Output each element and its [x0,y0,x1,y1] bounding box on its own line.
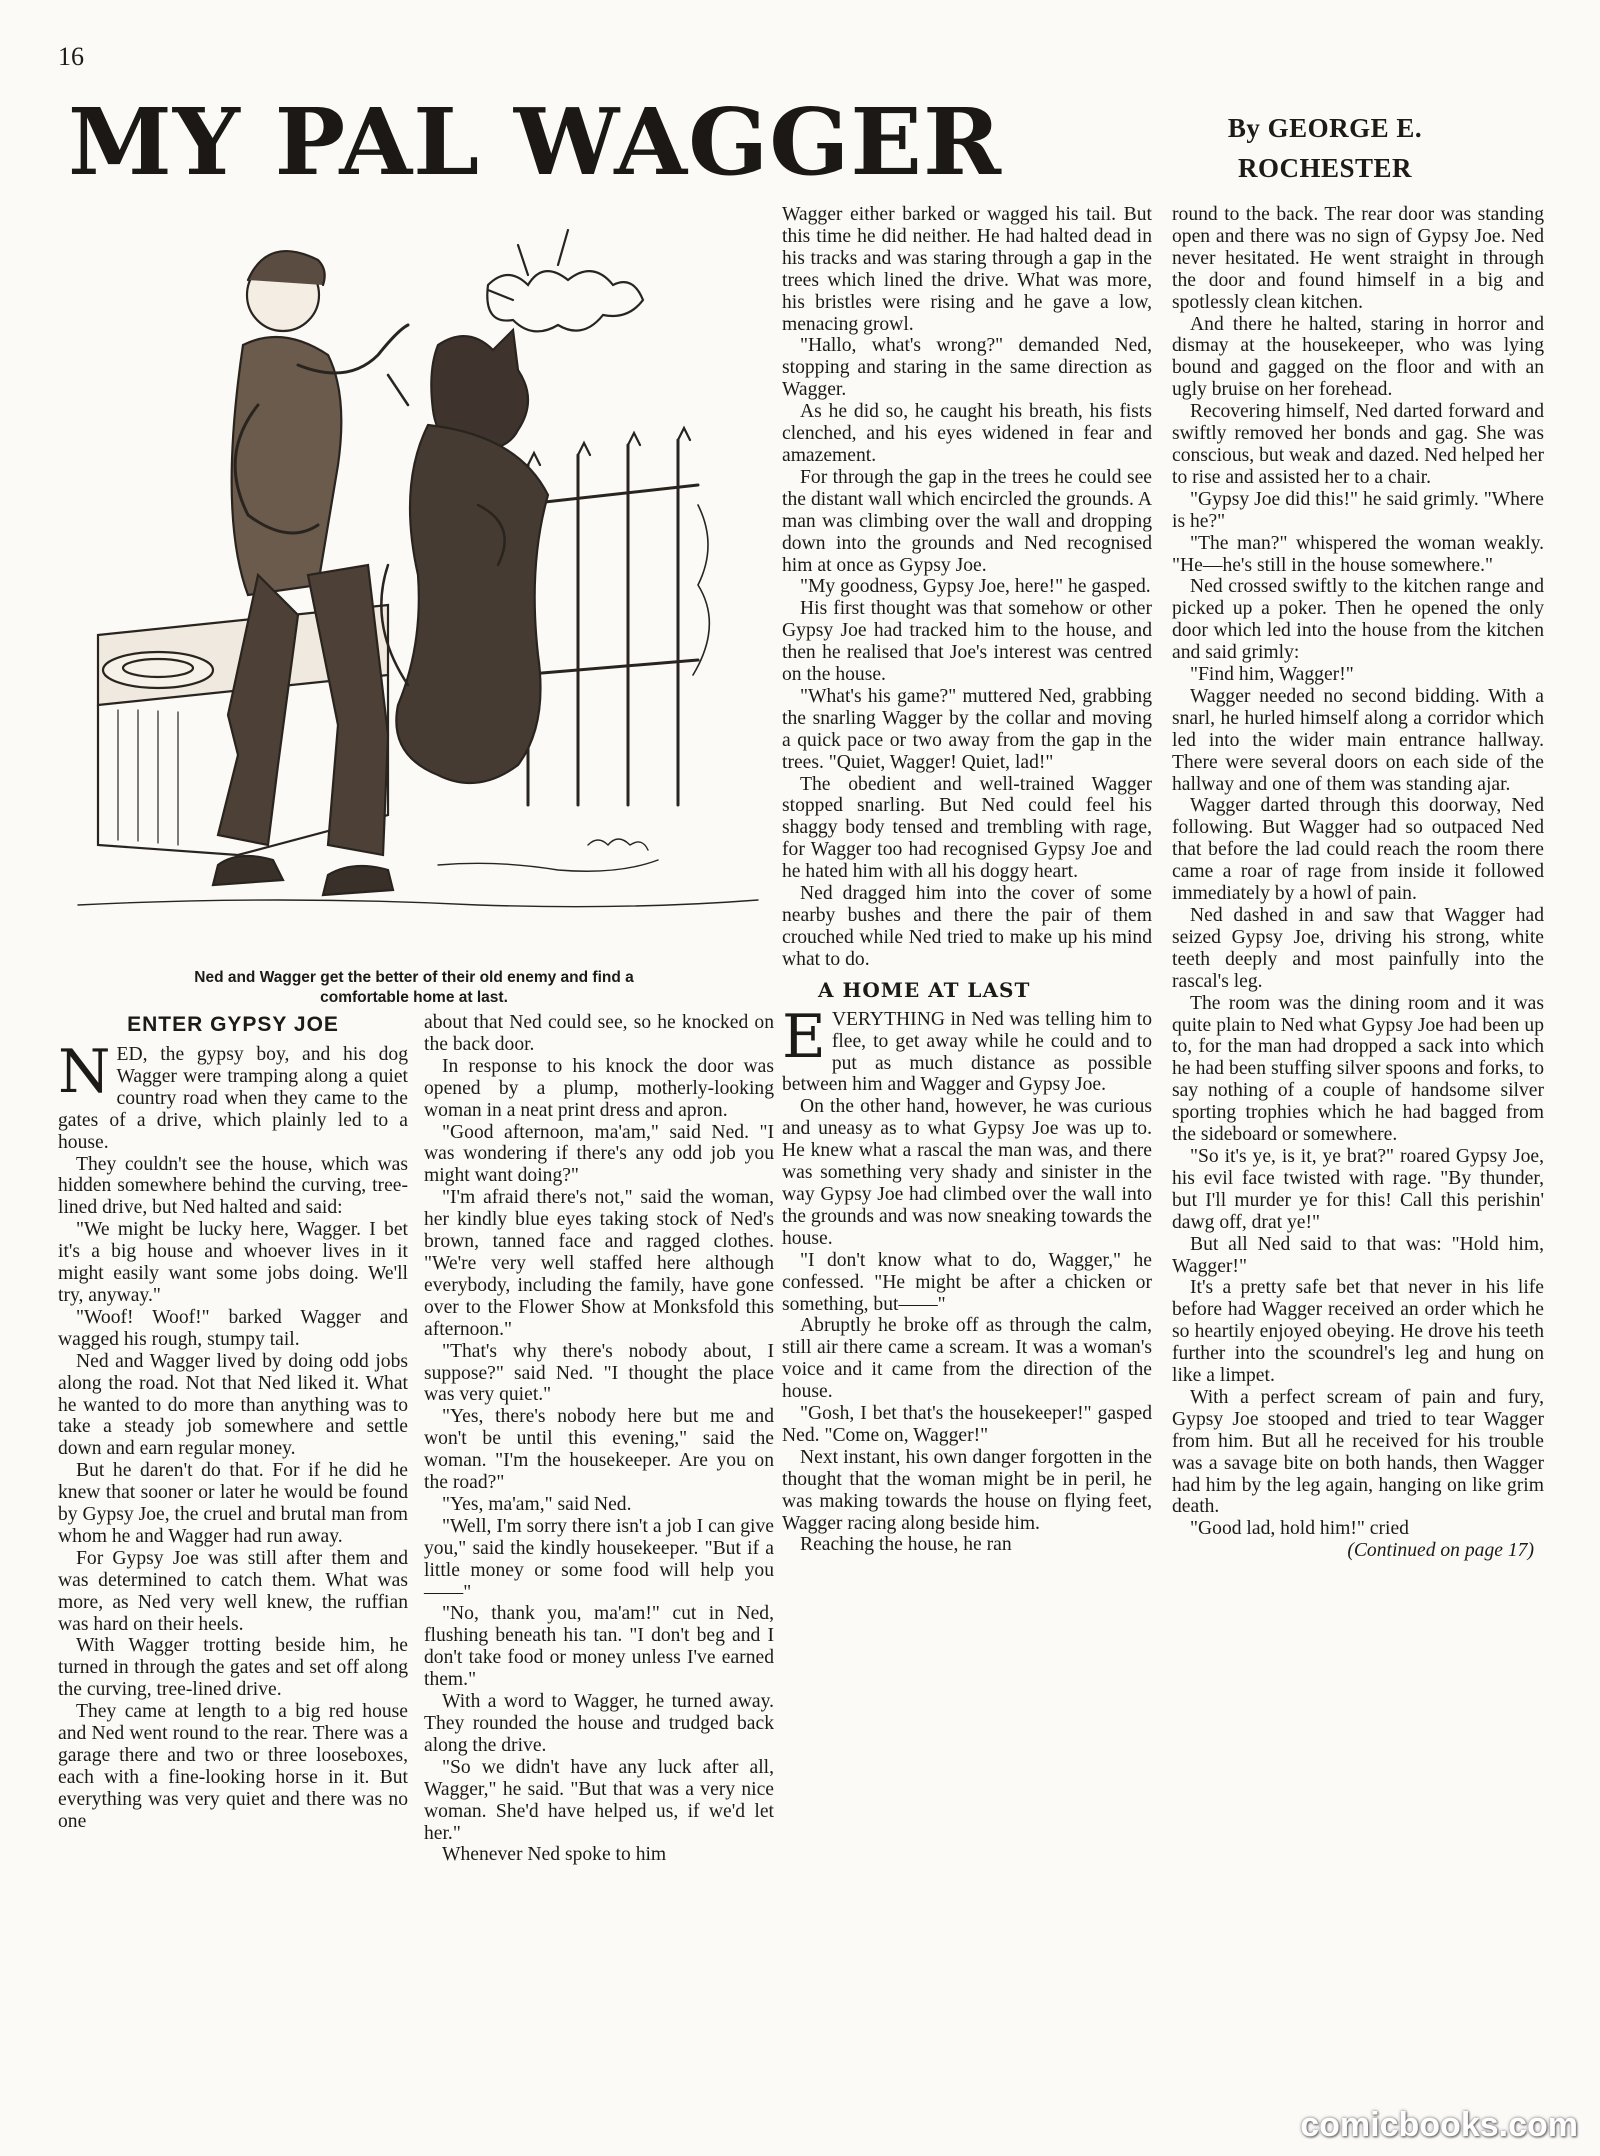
paragraph-text: VERYTHING in Ned was telling him to flee, to get away while he could and to put as much distance as possible between him and Wagger and Gypsy Joe. [782,1008,1152,1096]
paragraph: With Wagger trotting beside him, he turned in through the gates and set off along the curving, tree-lined drive. [58,1635,408,1701]
illustration-caption [58,968,770,1008]
paragraph: With a word to Wagger, he turned away. They rounded the house and trudged back along the drive. [424,1691,774,1756]
paragraph: For through the gap in the trees he could see the distant wall which encircled the grounds. A man was climbing over the wall and dropping down into the grounds and Ned recognised him at once as Gypsy Joe. [782,466,1152,576]
paragraph: His first thought was that somehow or other Gypsy Joe had tracked him to the house, and then he realised that Joe's interest was centred on the house. [782,598,1152,686]
paragraph: As he did so, he caught his breath, his fists clenched, and his eyes widened in fear and amazement. [782,401,1152,466]
paragraph: Reaching the house, he ran [800,1534,1012,1556]
paragraph: round to the back. The rear door was standing open and there was no sign of Gypsy Joe. Ned never hesitated. He went straight in through the door and found himself in a big and spotlessly clean kitchen. [1172,204,1544,313]
drop-cap: N [58,1037,111,1107]
paragraph: Whenever Ned spoke to him [442,1844,667,1866]
paragraph: "Find him, Wagger!" [1190,664,1354,686]
text-column-3 [782,204,1152,1556]
paragraph: Ned crossed swiftly to the kitchen range and picked up a poker. Then he opened the only door which led into the house from the kitchen and said grimly: [1172,576,1544,664]
page-number: 16 [58,42,84,71]
paragraph: "Well, I'm sorry there isn't a job I can give you," said the kindly housekeeper. "But if a little money or some food will help you——" [424,1515,774,1603]
paragraph: "Yes, ma'am," said Ned. [442,1493,632,1515]
paragraph: "Good lad, hold him!" cried [1190,1518,1409,1540]
watermark: comicbooks.com [1300,2106,1578,2144]
paragraph: With a perfect scream of pain and fury, Gypsy Joe stooped and tried to tear Wagger from him. But all he received for his trouble was a savage bite on both hands, then Wagger had him by the leg again, hanging on like grim death. [1172,1386,1544,1518]
paragraph: "That's why there's nobody about, I suppose?" said Ned. "I thought the place was very quiet." [424,1340,774,1406]
story-illustration [58,205,770,965]
paragraph: "No, thank you, ma'am!" cut in Ned, flushing beneath his tan. "I don't beg and I don't take food or money unless I've earned them." [424,1603,774,1691]
paragraph: Ned dragged him into the cover of some nearby bushes and there the pair of them crouched while Ned tried to make up his mind what to do. [782,883,1152,970]
paragraph: Next instant, his own danger forgotten in the thought that the woman might be in peril, he was making towards the house on flying feet, Wagger racing along beside him. [782,1446,1152,1534]
paragraph: "Woof! Woof!" barked Wagger and wagged his rough, stumpy tail. [58,1306,408,1350]
paragraph: On the other hand, however, he was curious and uneasy as to what Gypsy Joe was up to. He knew what a rascal the man was, and there was something very shady and sinister in the way Gypsy Joe had climbed over the wall into the grounds and was now sneaking towards the house. [782,1096,1152,1249]
paragraph: "Good afternoon, ma'am," said Ned. "I was wondering if there's any odd job you might want doing?" [424,1121,774,1187]
paragraph: "Gosh, I bet that's the housekeeper!" gasped Ned. "Come on, Wagger!" [782,1403,1152,1446]
paragraph-text: ED, the gypsy boy, and his dog Wagger were tramping along a quiet country road when they came to the gates of a drive, which plainly led to a house. [58,1044,408,1153]
paragraph: It's a pretty safe bet that never in his life before had Wagger received an order which he so heartily enjoyed obeying. He drove his teeth further into the scoundrel's leg and hung on like a limpet. [1172,1277,1544,1387]
paragraph: But he daren't do that. For if he did he knew that sooner or later he would be found by Gypsy Joe, the cruel and brutal man from whom he and Wagger had run away. [58,1460,408,1547]
paragraph: "My goodness, Gypsy Joe, here!" he gasped. [800,576,1151,598]
paragraph: "What's his game?" muttered Ned, grabbing the snarling Wagger by the collar and moving a quick pace or two away from the gap in the trees. "Quiet, Wagger! Quiet, lad!" [782,685,1152,773]
section-heading-enter-gypsy-joe: ENTER GYPSY JOE [127,1013,339,1036]
paragraph: They came at length to a big red house and Ned went round to the rear. There was a garage there and two or three looseboxes, each with a fine-looking horse in it. But everything was very quiet and there was no one [58,1701,408,1832]
paragraph: Wagger either barked or wagged his tail. But this time he did neither. He had halted dead in his tracks and was staring through a gap in the trees which lined the drive. What was more, his bristles were rising and he gave a low, menacing growl. [782,204,1152,335]
story-title: MY PAL WAGGER [68,88,1002,196]
byline-author: ROCHESTER [1237,153,1413,183]
paragraph: But all Ned said to that was: "Hold him, Wagger!" [1172,1233,1544,1277]
paragraph: "I'm afraid there's not," said the woman, her kindly blue eyes taking stock of Ned's brown, tanned face and ragged clothes. "We're very well staffed here although everybody, including the family, have gone over to the Flower Show at Monksfold this afternoon." [424,1187,774,1340]
paragraph: Recovering himself, Ned darted forward and swiftly removed her bonds and gag. She was conscious, but weak and dazed. Ned helped her to rise and assisted her to a chair. [1172,401,1544,488]
paragraph: Ned dashed in and saw that Wagger had seized Gypsy Joe, driving his strong, white teeth deeply and most painfully into the rascal's leg. [1172,905,1544,992]
drop-cap: E [782,1001,826,1072]
caption-line2: comfortable home at last. [320,989,508,1006]
paragraph: They couldn't see the house, which was hidden somewhere behind the curving, tree-lined drive, but Ned halted and said: [58,1153,408,1219]
paragraph: Wagger darted through this doorway, Ned following. But Wagger had so outpaced Ned that before the lad could reach the room there came a roar of rage from inside it followed immediately by a howl of pain. [1172,795,1544,905]
paragraph [58,1037,408,1154]
caption-line1: Ned and Wagger get the better of their old enemy and find a [194,969,634,986]
paragraph [782,1001,1152,1097]
paragraph: In response to his knock the door was opened by a plump, motherly-looking woman in a neat print dress and apron. [424,1055,774,1121]
paragraph: And there he halted, staring in horror and dismay at the housekeeper, who was lying bound and gagged on the floor and with an ugly bruise on her forehead. [1172,313,1544,401]
text-column-4 [1172,204,1544,1562]
paragraph: about that Ned could see, so he knocked on the back door. [424,1012,774,1055]
section-heading-a-home-at-last: A HOME AT LAST [818,977,1031,1002]
paragraph: Abruptly he broke off as through the calm, still air there came a scream. It was a woman's voice and it came from the direction of the house. [782,1315,1152,1403]
paragraph: "The man?" whispered the woman weakly. "He—he's still in the house somewhere." [1172,532,1544,576]
byline [1160,108,1490,188]
paragraph: The room was the dining room and it was quite plain to Ned what Gypsy Joe had been up to, for the man had dropped a sack into which he had been stuffing silver spoons and forks, to say nothing of a couple of handsome silver sporting trophies which he had bagged from the sideboard or somewhere. [1172,992,1544,1146]
paragraph: For Gypsy Joe was still after them and was determined to catch them. What was more, as Ned very well knew, the ruffian was hard on their heels. [58,1547,408,1635]
paragraph: Ned and Wagger lived by doing odd jobs along the road. Not that Ned liked it. What he wanted to do more than anything was to take a steady job somewhere and settle down and earn regular money. [58,1350,408,1460]
byline-line1: By GEORGE E. [1227,113,1423,143]
paragraph: "So it's ye, is it, ye brat?" roared Gypsy Joe, his evil face twisted with rage. "By thunder, but I'll murder ye for this! Call this perishin' dawg off, drat ye!" [1172,1145,1544,1233]
paragraph: The obedient and well-trained Wagger stopped snarling. But Ned could feel his shaggy body tensed and trembling with rage, for Wagger too had recognised Gypsy Joe and he hated him with all his doggy heart. [782,773,1152,883]
paragraph: Wagger needed no second bidding. With a snarl, he hurled himself along a corridor which led into the wider main entrance hallway. There were several doors on each side of the hallway and one of them was standing ajar. [1172,685,1544,795]
continued-note: (Continued on page 17) [1347,1540,1534,1562]
paragraph: "Hallo, what's wrong?" demanded Ned, stopping and staring in the same direction as Wagger. [782,335,1152,401]
paragraph: "We might be lucky here, Wagger. I bet it's a big house and whoever lives in it might easily want some jobs doing. We'll try, anyway." [58,1219,408,1306]
text-column-1 [58,1012,408,1833]
text-column-2 [424,1012,774,1866]
paragraph: "I don't know what to do, Wagger," he confessed. "He might be after a chicken or something, but——" [782,1249,1152,1315]
paragraph: "Yes, there's nobody here but me and won't be until this evening," said the woman. "I'm the housekeeper. Are you on the road?" [424,1406,774,1494]
paragraph: "So we didn't have any luck after all, Wagger," he said. "But that was a very nice woman. She'd have helped us, if we'd let her." [424,1756,774,1844]
paragraph: "Gypsy Joe did this!" he said grimly. "Where is he?" [1172,488,1544,532]
